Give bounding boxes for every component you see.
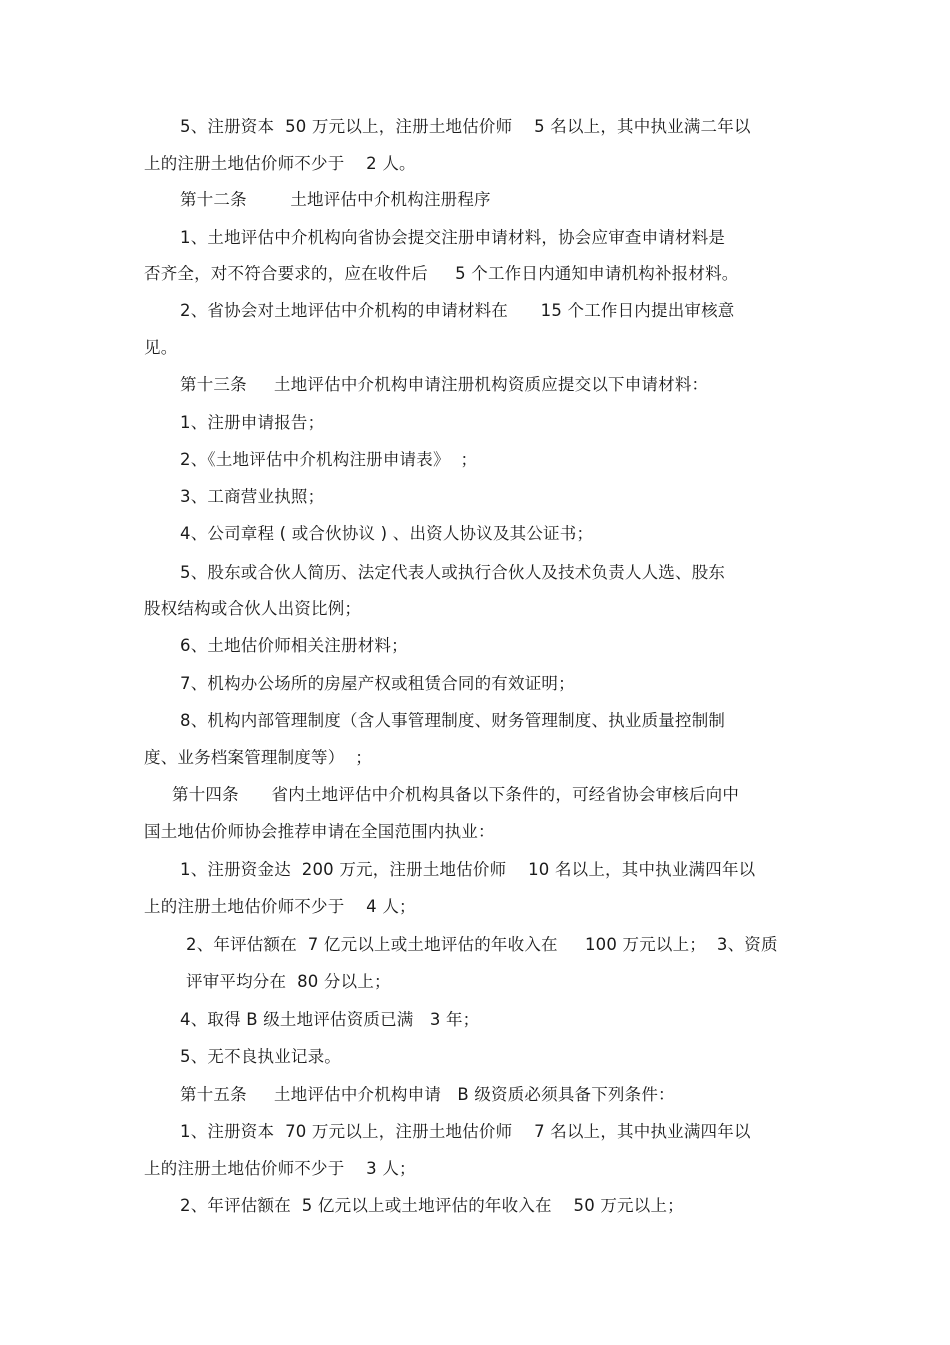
list-item: 6、土地估价师相关注册材料； xyxy=(180,636,408,655)
list-item: 2、《土地评估中介机构注册申请表》 ； xyxy=(180,450,478,469)
text-line: 上的注册土地估价师不少于 4 人； xyxy=(144,897,416,916)
text-line: 度、业务档案管理制度等） ； xyxy=(144,748,372,767)
text-line: 上的注册土地估价师不少于 2 人。 xyxy=(144,154,416,173)
text-line: 上的注册土地估价师不少于 3 人； xyxy=(144,1159,416,1178)
list-item: 1、注册申请报告； xyxy=(180,413,325,432)
article-heading: 第十五条 土地评估中介机构申请 B 级资质必须具备下列条件： xyxy=(180,1085,675,1104)
list-item: 8、机构内部管理制度（含人事管理制度、财务管理制度、执业质量控制制 xyxy=(180,711,726,730)
list-item: 2、年评估额在 5 亿元以上或土地评估的年收入在 50 万元以上； xyxy=(180,1196,684,1215)
list-item: 4、取得 B 级土地评估资质已满 3 年； xyxy=(180,1010,480,1029)
text-line: 否齐全，对不符合要求的，应在收件后 5 个工作日内通知申请机构补报材料。 xyxy=(144,264,739,283)
article-heading: 第十三条 土地评估中介机构申请注册机构资质应提交以下申请材料： xyxy=(180,375,709,394)
text-line: 评审平均分在 80 分以上； xyxy=(186,972,391,991)
text-line: 1、土地评估中介机构向省协会提交注册申请材料，协会应审查申请材料是 xyxy=(180,228,726,247)
article-heading: 第十二条 土地评估中介机构注册程序 xyxy=(180,190,491,209)
list-item: 3、工商营业执照； xyxy=(180,487,325,506)
list-item: 5、无不良执业记录。 xyxy=(180,1047,341,1066)
text-line: 5、注册资本 50 万元以上，注册土地估价师 5 名以上，其中执业满二年以 xyxy=(180,117,751,136)
text-line: 股权结构或合伙人出资比例； xyxy=(144,599,362,618)
article-heading: 第十四条 省内土地评估中介机构具备以下条件的，可经省协会审核后向中 xyxy=(172,785,740,804)
list-item: 1、注册资金达 200 万元，注册土地估价师 10 名以上，其中执业满四年以 xyxy=(180,860,756,879)
text-line: 2、省协会对土地评估中介机构的申请材料在 15 个工作日内提出审核意 xyxy=(180,301,735,320)
list-item: 2、年评估额在 7 亿元以上或土地评估的年收入在 100 万元以上； 3、资质 xyxy=(186,935,778,954)
text-line: 国土地估价师协会推荐申请在全国范围内执业： xyxy=(144,822,495,841)
text-line: 见。 xyxy=(144,338,178,357)
list-item: 7、机构办公场所的房屋产权或租赁合同的有效证明； xyxy=(180,674,575,693)
list-item: 5、股东或合伙人简历、法定代表人或执行合伙人及技术负责人人选、股东 xyxy=(180,563,726,582)
list-item: 4、公司章程 ( 或合伙协议 ) 、出资人协议及其公证书； xyxy=(180,524,594,543)
list-item: 1、注册资本 70 万元以上，注册土地估价师 7 名以上，其中执业满四年以 xyxy=(180,1122,751,1141)
